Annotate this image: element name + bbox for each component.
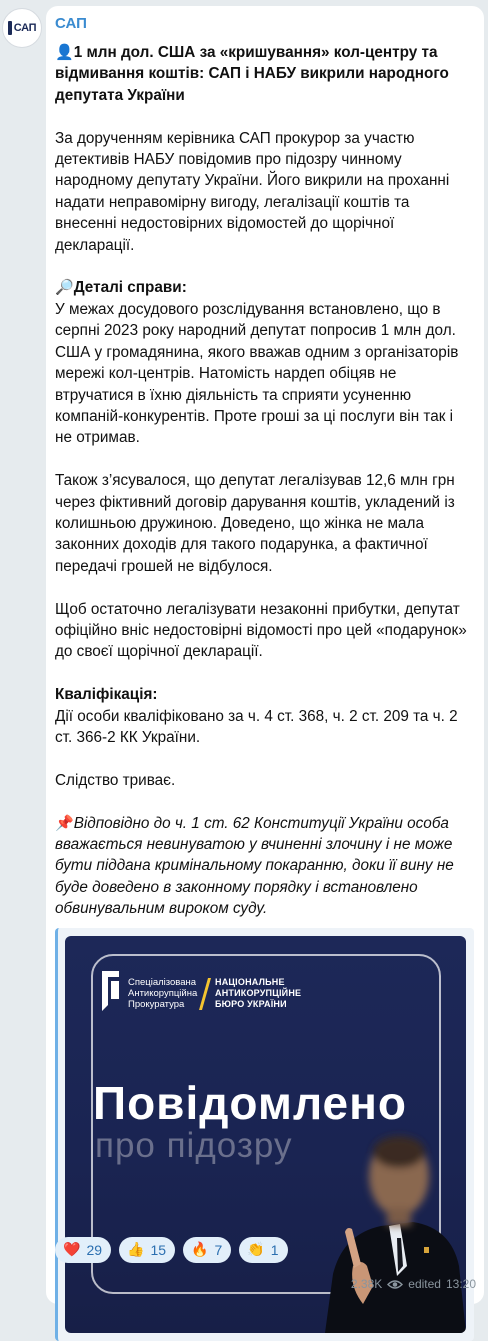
message-time: 13:20 [445,1277,476,1291]
person-silhouette-icon: 👤 [55,43,74,61]
reaction-count: 7 [214,1242,223,1258]
reactions-bar [55,1237,288,1263]
blurred-person-photo [303,1116,466,1333]
fire-icon: 🔥 [191,1242,209,1258]
heart-icon: ❤️ [63,1242,81,1258]
investigation-status: Слідство триває. [55,771,176,789]
reaction-fire[interactable] [183,1237,231,1263]
poster-subheadline: про підозру [95,1125,293,1165]
disclaimer-text: Відповідно до ч. 1 ст. 62 Конституції України особа вважається невинуватою у вчиненні злочину і не може бути піддана кримінальному покаранню, доки її вину не буде доведено в законному порядку і встановлено обвинувальним вироком суду. [55,814,458,918]
qualification-heading: Кваліфікація: [55,686,158,704]
channel-avatar[interactable] [2,8,42,48]
thumbs-up-icon: 👍 [127,1242,145,1258]
reaction-thumbs-up[interactable] [119,1237,175,1263]
paragraph-intro: За дорученням керівника САП прокурор за участю детективів НАБУ повідомив про підозру чинному народному депутату України. Його викрили на проханні надати неправомірну вигоду, легалізації коштів та внесенні недостовірних відомостей до щорічної декларації. [55,129,454,254]
eye-icon [387,1279,403,1290]
paragraph-details: У межах досудового розслідування встановлено, що в серпні 2023 року народний депутат попросив 1 млн дол. США у громадянина, якого вважав одним з організаторів мережі кол-центрів. Натомість нардеп обіцяв не втручатися в їхню діяльність та сприяти усуненню компаній-конкурентів. Проте гроші за ці послуги він так і не отримав. [55,300,463,447]
magnifier-icon: 🔎 [55,278,74,297]
edited-label: edited [408,1277,441,1291]
avatar-text: САП [13,22,37,34]
channel-name[interactable]: САП [55,15,87,32]
reaction-count: 15 [150,1242,167,1258]
paragraph-legalization: Також з’ясувалося, що депутат легалізував 12,6 млн грн через фіктивний договір дарування коштів, укладений із колишньою дружиною. Доведено, що жінка не мала законних доходів для такого подарунка, а фактичної передачі грошей не відбулося. [55,472,460,575]
reaction-count: 1 [270,1242,279,1258]
details-heading: Деталі справи: [73,279,187,297]
reaction-heart[interactable] [55,1237,111,1263]
nabu-logo-text: НАЦІОНАЛЬНЕ АНТИКОРУПЦІЙНЕ БЮРО УКРАЇНИ [215,976,302,1009]
message-text [55,42,474,920]
reaction-clap[interactable] [239,1237,287,1263]
sap-logo-text: Спеціалізована Антикорупційна Прокуратура [128,976,198,1010]
clap-icon: 👏 [247,1242,265,1258]
pushpin-icon: 📌 [55,813,74,832]
qualification-text: Дії особи кваліфіковано за ч. 4 ст. 368, ч. 2 ст. 209 та ч. 2 ст. 366-2 КК України. [55,707,462,746]
message-title: 1 млн дол. США за «кришування» кол-центру та відмивання коштів: САП і НАБУ викрили народного депутата України [55,44,454,104]
message-meta [351,1277,476,1291]
reaction-count: 29 [86,1242,103,1258]
sap-logo-icon [99,969,123,1013]
nabu-logo-icon [198,977,212,1011]
paragraph-declaration: Щоб остаточно легалізувати незаконні прибутки, депутат офіційно вніс недостовірні відомості про цей «подарунок» до своєї щорічної декларації. [55,600,471,661]
announcement-image[interactable] [65,936,466,1333]
poster-headline: Повідомлено [93,1076,408,1129]
message-bubble [46,6,484,1304]
view-count: 2.38K [350,1277,383,1291]
sap-avatar-logo [8,21,36,35]
